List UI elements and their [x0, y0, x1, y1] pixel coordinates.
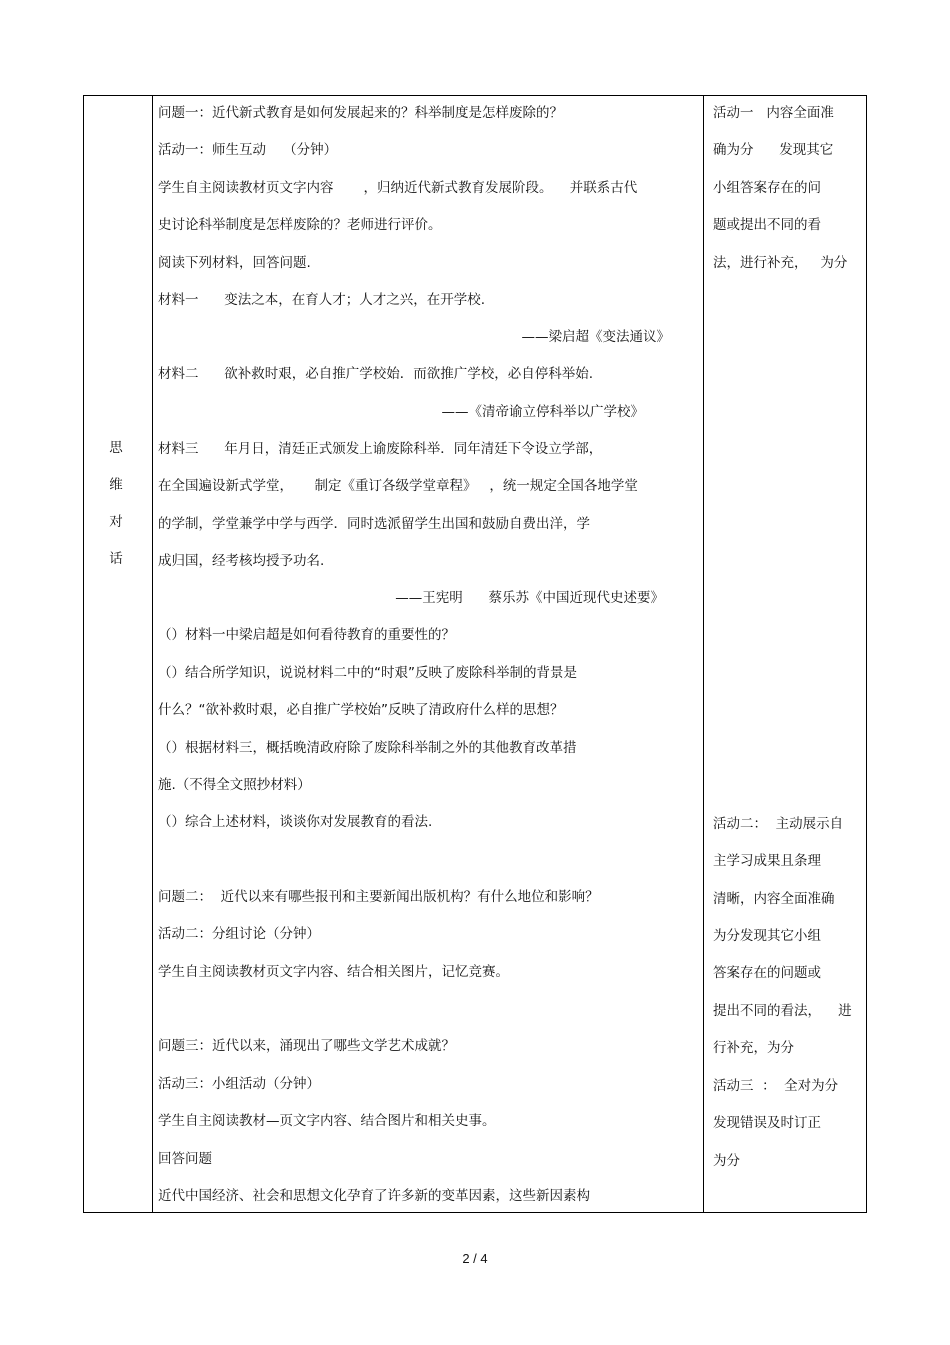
sub-question: （）根据材料三，概括晚清政府除了废除科举制之外的其他教育改革措	[158, 740, 577, 756]
material-source: ——梁启超《变法通议》	[521, 329, 670, 345]
material-source: ——《清帝谕立停科举以广学校》	[441, 404, 644, 420]
sub-question: （）结合所学知识，说说材料二中的“时艰”反映了废除科举制的背景是	[158, 665, 577, 681]
text-line: 学生自主阅读教材—页文字内容、结合图片和相关史事。	[158, 1113, 496, 1129]
evaluation-line: 为分	[713, 1153, 740, 1169]
sub-question: （）综合上述材料，谈谈你对发展教育的看法.	[158, 814, 433, 830]
column-divider	[152, 96, 153, 1212]
column-divider	[703, 96, 704, 1212]
question-one: 问题一：近代新式教育是如何发展起来的？科举制度是怎样废除的？	[158, 105, 563, 121]
question-two: 问题二： 近代以来有哪些报刊和主要新闻出版机构？有什么地位和影响？	[158, 889, 599, 905]
text-line: 施.（不得全文照抄材料）	[158, 777, 311, 793]
material-two: 材料二 欲补救时艰，必自推广学校始．而欲推广学校，必自停科举始.	[158, 366, 594, 382]
evaluation-line: 答案存在的问题或	[713, 965, 821, 981]
section-label-line: 对 话	[109, 514, 135, 567]
page-number: 2 / 4	[462, 1251, 488, 1266]
text-line: 成归国，经考核均授予功名.	[158, 553, 325, 569]
question-three: 问题三：近代以来，涌现出了哪些文学艺术成就？	[158, 1038, 455, 1054]
text-line: 在全国遍设新式学堂， 制定《重订各级学堂章程》 ，统一规定全国各地学堂	[158, 478, 638, 494]
evaluation-line: 法，进行补充， 为分	[713, 255, 848, 271]
text-line: 学生自主阅读教材页文字内容、结合相关图片，记忆竞赛。	[158, 964, 509, 980]
text-line: 回答问题	[158, 1151, 212, 1167]
material-three: 材料三 年月日，清廷正式颁发上谕废除科举．同年清廷下令设立学部，	[158, 441, 603, 457]
material-one: 材料一 变法之本，在育人才；人才之兴，在开学校.	[158, 292, 486, 308]
activity-two: 活动二：分组讨论（分钟）	[158, 926, 320, 942]
text-line: 的学制，学堂兼学中学与西学．同时选派留学生出国和鼓励自费出洋，学	[158, 516, 590, 532]
material-source: ——王宪明 蔡乐苏《中国近现代史述要》	[395, 590, 664, 606]
section-label	[84, 430, 152, 578]
evaluation-line: 活动三 ： 全对为分	[713, 1078, 839, 1094]
evaluation-line: 发现错误及时订正	[713, 1115, 821, 1131]
evaluation-line: 主学习成果且条理	[713, 853, 821, 869]
activity-one: 活动一：师生互动 （分钟）	[158, 142, 338, 158]
evaluation-line: 题或提出不同的看	[713, 217, 821, 233]
text-line: 阅读下列材料，回答问题.	[158, 255, 311, 271]
activity-three: 活动三：小组活动（分钟）	[158, 1076, 320, 1092]
sub-question: （）材料一中梁启超是如何看待教育的重要性的？	[158, 627, 455, 643]
text-line: 史讨论科举制度是怎样废除的？老师进行评价。	[158, 217, 442, 233]
text-line: 近代中国经济、社会和思想文化孕育了许多新的变革因素，这些新因素构	[158, 1188, 590, 1204]
text-line: 什么？“欲补救时艰，必自推广学校始”反映了清政府什么样的思想？	[158, 702, 564, 718]
evaluation-line: 小组答案存在的问	[713, 180, 821, 196]
evaluation-line: 确为分 发现其它	[713, 142, 834, 158]
evaluation-line: 为分发现其它小组	[713, 928, 821, 944]
text-line: 学生自主阅读教材页文字内容 ，归纳近代新式教育发展阶段。 并联系古代	[158, 180, 638, 196]
evaluation-line: 提出不同的看法， 进	[713, 1003, 852, 1019]
evaluation-line: 活动一 内容全面准	[713, 105, 834, 121]
evaluation-line: 清晰，内容全面准确	[713, 891, 835, 907]
lesson-table	[83, 95, 867, 1213]
evaluation-line: 活动二： 主动展示自	[713, 816, 844, 832]
section-label-line: 思 维	[109, 440, 135, 493]
evaluation-line: 行补充，为分	[713, 1040, 794, 1056]
